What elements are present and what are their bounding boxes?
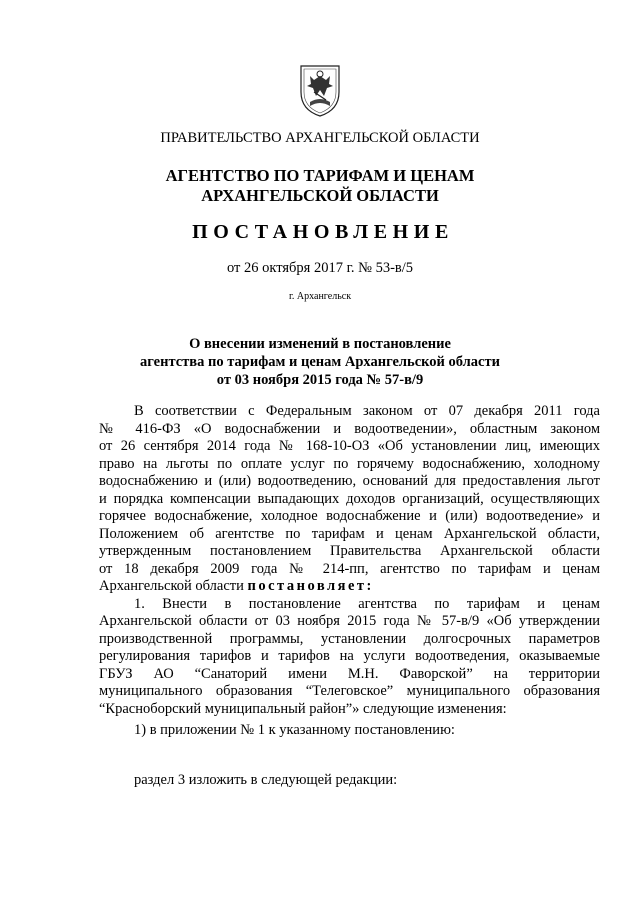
paragraph-4 [99, 772, 600, 790]
paragraph-2 [99, 596, 600, 719]
paragraph-4-line: раздел 3 изложить в следующей редакции: [134, 771, 398, 788]
subject-line3: от 03 ноября 2015 года № 57-в/9 [216, 372, 424, 388]
paragraph-3-line: 1) в приложении № 1 к указанному постановлению: [134, 722, 455, 738]
agency-name [0, 166, 640, 206]
paragraph-1-line: Положением об агентстве по тарифам и ценам Архангельской области, [99, 525, 600, 542]
paragraph-2-line: ГБУЗ АО “Санаторий имени М.Н. Фаворской” на территории [99, 665, 600, 682]
paragraph-2-line: 1. Внести в постановление агентства по тарифам и ценам [134, 595, 600, 612]
city: г. Архангельск [288, 291, 352, 302]
subject-line1: О внесении изменений в постановление [189, 336, 451, 352]
document-type: ПОСТАНОВЛЕНИЕ [192, 221, 454, 243]
paragraph-1-line: от 18 декабря 2009 года № 214-пп, агентство по тарифам и ценам [99, 560, 600, 577]
coat-of-arms-icon [296, 62, 344, 118]
paragraph-1-line: горячее водоснабжение, холодное водоснабжение и (или) водоотведение» и [99, 508, 600, 524]
document-subject [0, 335, 640, 389]
paragraph-1-line: № 416-ФЗ «О водоснабжении и водоотведении», областным законом [99, 420, 600, 437]
document-body [99, 403, 600, 789]
agency-name-line1: АГЕНТСТВО ПО ТАРИФАМ И ЦЕНАМ [165, 166, 475, 185]
paragraph-1-line: и порядка компенсации выпадающих доходов организаций, осуществляющих [99, 490, 600, 507]
paragraph-2-last-line: “Красноборский муниципальный район”» следующие изменения: [99, 700, 507, 717]
paragraph-1-line: водоснабжению и (или) водоотведению, оснований для предоставления льгот [99, 473, 600, 489]
government-name: ПРАВИТЕЛЬСТВО АРХАНГЕЛЬСКОЙ ОБЛАСТИ [160, 130, 480, 146]
date-and-number: от 26 октября 2017 г. № 53-в/5 [226, 260, 414, 276]
paragraph-2-line: производственной программы, установлении долгосрочных параметров [99, 630, 600, 647]
resolve-keyword: постановляет: [247, 578, 374, 594]
paragraph-1 [99, 403, 600, 596]
paragraph-2-line: регулирования тарифов и тарифов на услуги водоотведения, оказываемые [99, 648, 600, 664]
paragraph-1-line: В соответствии с Федеральным законом от 07 декабря 2011 года [134, 403, 600, 419]
paragraph-2-line: Архангельской области от 03 ноября 2015 года № 57-в/9 «Об утверждении [99, 613, 600, 629]
paragraph-2-line: муниципального образования “Телеговское” муниципального образования [99, 683, 600, 699]
agency-name-line2: АРХАНГЕЛЬСКОЙ ОБЛАСТИ [201, 186, 439, 205]
subject-line2: агентства по тарифам и ценам Архангельской области [140, 354, 500, 370]
paragraph-1-last-line [99, 578, 600, 596]
paragraph-1-line: право на льготы по оплате услуг по горячему водоснабжению, холодному [99, 455, 600, 472]
coat-of-arms [296, 62, 344, 118]
paragraph-1-line: от 26 сентября 2014 года № 168-10-ОЗ «Об установлении лиц, имеющих [99, 438, 600, 454]
paragraph-3 [99, 722, 600, 740]
paragraph-1-line: утвержденным постановлением Правительства Архангельской области [99, 543, 600, 559]
paragraph-1-last-text: Архангельской области [99, 578, 248, 594]
